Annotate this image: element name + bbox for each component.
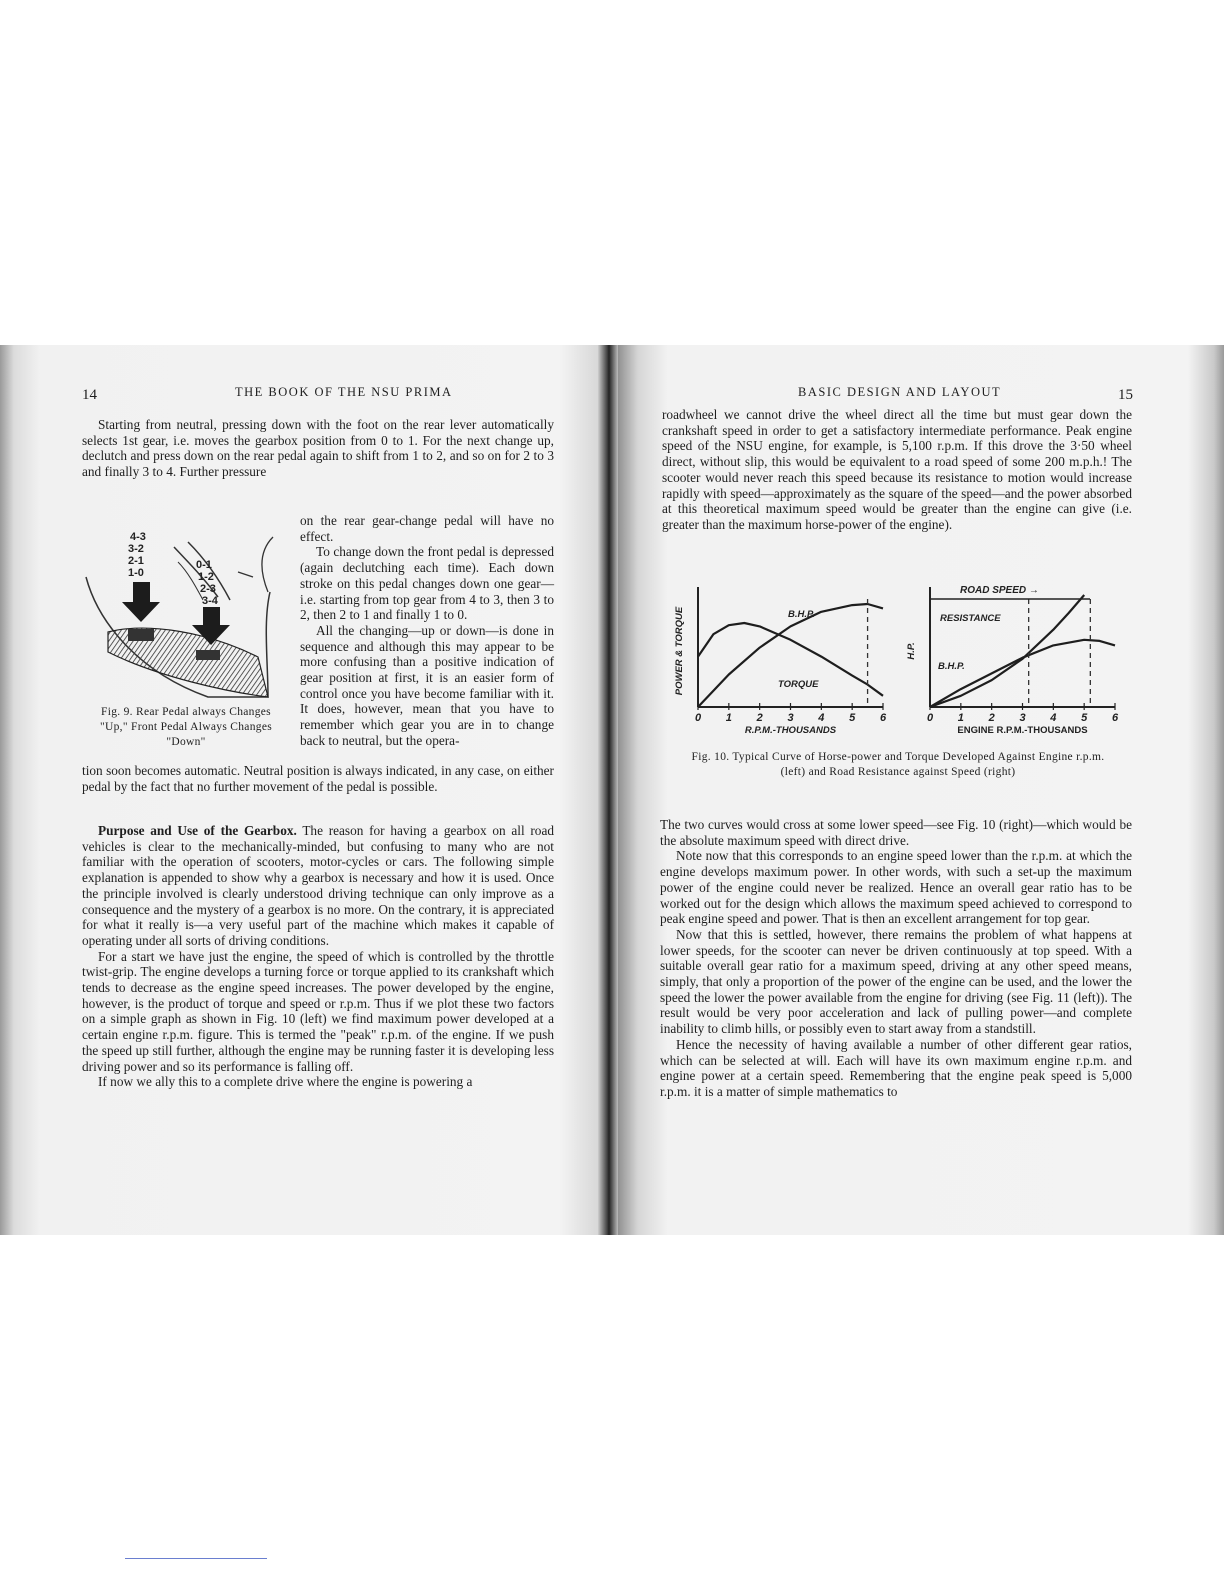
bottom-rule	[125, 1558, 267, 1559]
series-label-torque: TORQUE	[778, 679, 819, 690]
left-column-text	[300, 513, 554, 749]
right-body	[660, 817, 1132, 1100]
intro-text: Starting from neutral, pressing down with the foot on the rear lever automatically selects 1st gear, i.e. moves the gearbox position from 0 to 1. For the next change up, declutch and press down on the rear pedal again to shift from 1 to 2, and so on for 2 to 3 and finally 3 to 4. Further pressure	[82, 417, 554, 480]
series-line-resistance	[930, 595, 1084, 707]
x-tick-label: 6	[879, 712, 887, 724]
rear-label-4: 1-0	[128, 567, 144, 579]
x-tick-label: 6	[1111, 712, 1119, 724]
para-engine: For a start we have just the engine, the speed of which is controlled by the throttle twist-grip. The engine develops a turning force or torque applied to its crankshaft which tends to decrease as the engine speed increases. The power developed by the engine, however, is the product of torque and speed or r.p.m. Thus if we plot these two factors on a simple graph as shown in Fig. 10 (left) we find maximum power developed at a certain engine r.p.m. figure. This is termed the "peak" r.p.m. of the engine. If we push the speed up still further, although the engine may be running faster it is developing less driving power and so its performance is falling off.	[82, 948, 554, 1074]
rear-label-2: 3-2	[128, 543, 144, 555]
top-paragraph-text: roadwheel we cannot drive the wheel direct all the time but must gear down the crankshaft speed in order to get a satisfactory intermediate performance. Peak engine speed of the NSU engine, for example, is 5,100 r.p.m. If this drove the 3·50 wheel direct, without slip, this would be equivalent to a road speed of some 200 m.p.h.! The scooter would never reach this speed because its resistance to motion would increase rapidly with speed—approximately as the square of the speed—and the power absorbed at this theoretical maximum speed would be greater than the engine can give (i.e. greater than the maximum horse-power of the engine).	[662, 407, 1132, 532]
continuation-text: tion soon becomes automatic. Neutral position is always indicated, in any case, on either pedal by the fact that no further movement of the pedal is possible.	[82, 763, 554, 794]
y-axis-label: H.P.	[906, 642, 917, 660]
para-ally: If now we ally this to a complete drive where the engine is powering a	[98, 1074, 473, 1090]
x-tick-label: 2	[988, 712, 995, 724]
series-label-bhp: B.H.P.	[938, 661, 965, 672]
rear-label-1: 4-3	[130, 531, 146, 543]
rear-label-3: 2-1	[128, 555, 144, 567]
x-axis-label: ENGINE R.P.M.-THOUSANDS	[957, 725, 1088, 736]
x-tick-label: 5	[1081, 712, 1088, 724]
left-continuation	[82, 763, 554, 794]
road-speed-label: ROAD SPEED →	[960, 585, 1039, 596]
book-spread	[0, 345, 1224, 1235]
chart-road-resistance	[900, 577, 1130, 747]
left-page-number: 14	[82, 387, 97, 403]
figure-10-caption: Fig. 10. Typical Curve of Horse-power and Torque Developed Against Engine r.p.m. (left) and Road Resistance against Speed (right)	[691, 751, 1105, 778]
x-tick-label: 1	[725, 712, 732, 724]
right-page-number: 15	[1118, 387, 1133, 403]
x-tick-label: 5	[849, 712, 856, 724]
x-tick-label: 0	[926, 712, 934, 724]
series-label-resistance: RESISTANCE	[940, 613, 1001, 624]
para-note: Note now that this corresponds to an engine speed lower than the r.p.m. at which the engine develops maximum power. In other words, with such a set-up the maximum power of the engine could never be realized. Hence an overall gear ratio has to be worked out for the design which allows the maximum speed achieved to correspond to peak engine speed and power. That is then an excellent arrangement for top gear.	[660, 848, 1132, 927]
right-top-paragraph	[662, 407, 1132, 533]
figure-9-illustration	[78, 482, 293, 707]
column-change-down: To change down the front pedal is depressed (again declutching each time). Each down stroke on this pedal changes down one gear—i.e. starting from top gear from 4 to 3, then 3 to 2, then 2 to 1 and finally 1 to 0.	[300, 544, 554, 623]
x-tick-label: 1	[957, 712, 964, 724]
front-label-2: 1-2	[198, 571, 214, 583]
left-running-head: THE BOOK OF THE NSU PRIMA	[235, 385, 453, 399]
right-running-head: BASIC DESIGN AND LAYOUT	[798, 385, 1002, 399]
y-axis-label: POWER & TORQUE	[674, 606, 685, 696]
x-tick-label: 4	[1050, 712, 1057, 724]
x-tick-label: 4	[818, 712, 825, 724]
para-gear-ratios: Hence the necessity of having available a number of other different gear ratios, which can be selected at will. Each will have its own maximum engine r.p.m. and engine power at a certain speed. Remembering that the engine peak speed is 5,000 r.p.m. it is a matter of simple mathematics to	[660, 1036, 1132, 1099]
chart-power-torque	[668, 577, 898, 747]
x-tick-label: 2	[756, 712, 763, 724]
para-lower-speeds: Now that this is settled, however, there remains the problem of what happens at lower speeds, for the scooter can never be driven continuously at top speed. With a suitable overall gear ratio for a maximum speed, driving at any other speed means, simply, that only a proportion of the power of the engine can be used, and the lower the speed the lower the power available from the engine for driving (see Fig. 11 (left)). The result would be very poor acceleration and lack of pulling power—and complete inability to climb hills, or possibly even to start away from a standstill.	[660, 926, 1132, 1037]
front-label-4: 3-4	[202, 595, 218, 607]
book-spine-fold	[598, 345, 618, 1235]
section-text: The reason for having a gearbox on all road vehicles is clear to the mechanically-minded, but confusing to many who are not familiar with the operation of scooters, motor-cycles or cars. The following simple explanation is appended to show why a gearbox is necessary and how it is used. Once the principle involved is clearly understood driving technique can only improve as a consequence and the mystery of a gearbox is no more. On the contrary, it is appreciated for what it really is—a very useful part of the machine which makes it capable of operating under all sorts of driving conditions.	[82, 823, 555, 948]
x-tick-label: 0	[694, 712, 702, 724]
left-intro-paragraph	[82, 417, 554, 480]
front-label-1: 0-1	[196, 559, 212, 571]
column-line-effect: on the rear gear-change pedal will have no effect.	[300, 513, 554, 544]
front-label-3: 2-3	[200, 583, 216, 595]
left-section	[82, 823, 554, 1090]
figure-9-caption: Fig. 9. Rear Pedal always Changes "Up," Front Pedal Always Changes "Down"	[100, 706, 272, 748]
gear-pedal-drawing	[78, 482, 293, 707]
left-page	[0, 345, 608, 1235]
x-tick-label: 3	[787, 712, 794, 724]
rear-pedal-down-arrow	[122, 582, 160, 622]
x-tick-label: 3	[1019, 712, 1026, 724]
column-sequence: All the changing—up or down—is done in sequence and although this may appear to be more confusing than a positive indication of gear position at first, it is an easier form of control once you have become familiar with it. It does, however, mean that you have to remember which gear you are in to change back to neutral, but the opera-	[300, 622, 554, 748]
section-heading: Purpose and Use of the Gearbox.	[98, 823, 297, 838]
para-two-curves: The two curves would cross at some lower speed—see Fig. 10 (right)—which would be the absolute maximum speed with direct drive.	[660, 817, 1132, 848]
x-axis-label: R.P.M.-THOUSANDS	[744, 725, 837, 736]
series-label-bhp: B.H.P.	[788, 609, 815, 620]
right-page	[608, 345, 1224, 1235]
